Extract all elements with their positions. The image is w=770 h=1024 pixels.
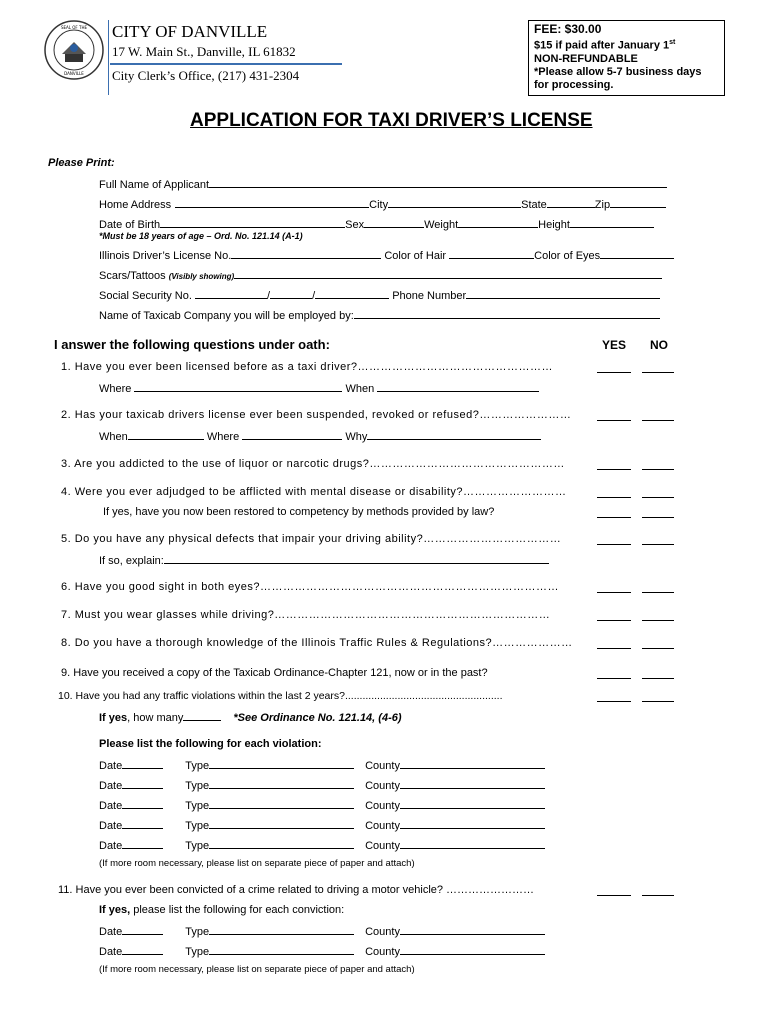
sex-label: Sex xyxy=(345,219,365,231)
q4-sub-yes-field[interactable] xyxy=(597,507,631,518)
type-field[interactable] xyxy=(209,778,354,789)
height-label: Height xyxy=(538,219,570,231)
q7-yes-field[interactable] xyxy=(597,610,631,621)
date-field[interactable] xyxy=(122,924,163,935)
scars-label: Scars/Tattoos xyxy=(99,270,166,282)
county-label: County xyxy=(365,926,400,938)
q1-yes-field[interactable] xyxy=(597,362,631,373)
fee-box xyxy=(528,20,725,96)
violation-row xyxy=(99,758,545,772)
phone-field[interactable] xyxy=(466,288,660,299)
dob-field[interactable] xyxy=(160,217,345,228)
fee-late-sup: st xyxy=(669,39,676,46)
date-field[interactable] xyxy=(122,944,163,955)
city-label: City xyxy=(369,199,389,211)
type-label: Type xyxy=(185,946,210,958)
weight-label: Weight xyxy=(424,219,459,231)
page-title: APPLICATION FOR TAXI DRIVER’S LICENSE xyxy=(190,110,593,131)
type-field[interactable] xyxy=(209,944,354,955)
more-room-note-2: (If more room necessary, please list on separate piece of paper and attach) xyxy=(99,964,415,975)
city-name: CITY OF DANVILLE xyxy=(112,22,268,41)
violation-row xyxy=(99,778,545,792)
ssn-field-2[interactable] xyxy=(270,288,312,299)
question-7: 7. Must you wear glasses while driving?……………………………………………………………… xyxy=(61,609,551,621)
type-field[interactable] xyxy=(209,798,354,809)
scars-note: (Visibly showing) xyxy=(168,272,235,281)
header-rule xyxy=(110,63,342,65)
city-seal-logo xyxy=(44,20,104,80)
question-4: 4. Were you ever adjudged to be afflicted with mental disease or disability?……………………… xyxy=(61,486,567,498)
hair-label: Color of Hair xyxy=(384,250,447,262)
ssn-field-1[interactable] xyxy=(195,288,267,299)
height-field[interactable] xyxy=(570,217,654,228)
q5-explain-field[interactable] xyxy=(164,553,549,564)
q11-ifyes-label: If yes, xyxy=(99,904,131,916)
county-label: County xyxy=(365,800,400,812)
license-no-field[interactable] xyxy=(231,248,381,259)
dob-label: Date of Birth xyxy=(99,219,161,231)
question-1: 1. Have you ever been licensed before as a taxi driver?…………………………………………… xyxy=(61,361,554,373)
conviction-row xyxy=(99,924,545,938)
q10-ifyes-label: If yes xyxy=(99,712,128,724)
county-field[interactable] xyxy=(400,924,545,935)
date-label: Date xyxy=(99,820,123,832)
more-room-note: (If more room necessary, please list on separate piece of paper and attach) xyxy=(99,858,415,869)
svg-text:SEAL OF THE: SEAL OF THE xyxy=(60,25,88,30)
q2-when-field[interactable] xyxy=(128,429,204,440)
q1-no-field[interactable] xyxy=(642,362,674,373)
q1-where-field[interactable] xyxy=(134,381,342,392)
company-field[interactable] xyxy=(354,308,660,319)
question-6: 6. Have you good sight in both eyes?…………………………………………………………………… xyxy=(61,581,560,593)
no-header: NO xyxy=(650,338,668,352)
hair-field[interactable] xyxy=(449,248,534,259)
question-11: 11. Have you ever been convicted of a crime related to driving a motor vehicle? …………………… xyxy=(58,884,535,896)
q2-why-label: Why xyxy=(345,431,368,443)
clerk-office: City Clerk’s Office, (217) 431-2304 xyxy=(112,68,300,83)
q4-yes-field[interactable] xyxy=(597,487,631,498)
q1-when-field[interactable] xyxy=(377,381,539,392)
q10-see-ordinance: *See Ordinance No. 121.14, (4-6) xyxy=(233,712,402,724)
question-8: 8. Do you have a thorough knowledge of the Illinois Traffic Rules & Regulations?………………… xyxy=(61,637,573,649)
q9-yes-field[interactable] xyxy=(597,668,631,679)
q5-no-field[interactable] xyxy=(642,534,674,545)
q2-where-field[interactable] xyxy=(242,429,342,440)
zip-label: Zip xyxy=(594,199,611,211)
type-field[interactable] xyxy=(209,758,354,769)
question-4-sub: If yes, have you now been restored to competency by methods provided by law? xyxy=(103,506,495,518)
q5-explain-label: If so, explain: xyxy=(99,555,164,567)
type-field[interactable] xyxy=(209,818,354,829)
question-5: 5. Do you have any physical defects that impair your driving ability?……………………………… xyxy=(61,533,562,545)
county-label: County xyxy=(365,760,400,772)
q11-yes-field[interactable] xyxy=(597,885,631,896)
weight-field[interactable] xyxy=(458,217,538,228)
full-name-label: Full Name of Applicant xyxy=(99,179,210,191)
scars-field[interactable] xyxy=(234,268,662,279)
yes-header: YES xyxy=(602,338,627,352)
ssn-slash-2: / xyxy=(312,290,316,302)
full-name-field[interactable] xyxy=(209,177,667,188)
q6-no-field[interactable] xyxy=(642,582,674,593)
state-field[interactable] xyxy=(547,197,595,208)
type-label: Type xyxy=(185,820,210,832)
q11-no-field[interactable] xyxy=(642,885,674,896)
county-field[interactable] xyxy=(400,778,545,789)
date-label: Date xyxy=(99,800,123,812)
sex-field[interactable] xyxy=(364,217,424,228)
q10-yes-field[interactable] xyxy=(597,691,631,702)
company-label: Name of Taxicab Company you will be employed by: xyxy=(99,310,354,322)
q3-yes-field[interactable] xyxy=(597,459,631,470)
q2-yes-field[interactable] xyxy=(597,410,631,421)
q2-why-field[interactable] xyxy=(367,429,541,440)
q2-where-label: Where xyxy=(206,431,240,443)
question-10: 10. Have you had any traffic violations within the last 2 years?...................................................... xyxy=(58,690,503,702)
county-field[interactable] xyxy=(400,944,545,955)
date-field[interactable] xyxy=(122,798,163,809)
date-label: Date xyxy=(99,926,123,938)
q8-no-field[interactable] xyxy=(642,638,674,649)
eyes-label: Color of Eyes xyxy=(534,250,601,262)
q10-howmany-label: , how many xyxy=(127,712,184,724)
type-label: Type xyxy=(185,780,210,792)
county-label: County xyxy=(365,820,400,832)
county-field[interactable] xyxy=(400,758,545,769)
eyes-field[interactable] xyxy=(600,248,674,259)
q8-yes-field[interactable] xyxy=(597,638,631,649)
city-field[interactable] xyxy=(388,197,521,208)
fee-processing-1: *Please allow 5-7 business days xyxy=(534,65,702,78)
county-label: County xyxy=(365,840,400,852)
date-field[interactable] xyxy=(122,758,163,769)
violation-row xyxy=(99,798,545,812)
fee-late xyxy=(534,36,719,53)
county-label: County xyxy=(365,946,400,958)
date-label: Date xyxy=(99,946,123,958)
q10-no-field[interactable] xyxy=(642,691,674,702)
date-label: Date xyxy=(99,840,123,852)
type-field[interactable] xyxy=(209,838,354,849)
q1-where-label: Where xyxy=(99,383,132,395)
type-label: Type xyxy=(185,760,210,772)
state-label: State xyxy=(521,199,547,211)
fee-late-text: $15 if paid after January 1 xyxy=(534,39,670,52)
type-label: Type xyxy=(185,800,210,812)
date-field[interactable] xyxy=(122,778,163,789)
date-field[interactable] xyxy=(122,818,163,829)
ssn-field-3[interactable] xyxy=(315,288,389,299)
q9-no-field[interactable] xyxy=(642,668,674,679)
violation-row xyxy=(99,838,545,852)
question-3: 3. Are you addicted to the use of liquor or narcotic drugs?…………………………………………… xyxy=(61,458,565,470)
question-2: 2. Has your taxicab drivers license ever been suspended, revoked or refused?…………………… xyxy=(61,409,572,421)
conviction-row xyxy=(99,944,545,958)
age-note: *Must be 18 years of age – Ord. No. 121.14 (A-1) xyxy=(99,231,303,241)
home-address-label: Home Address xyxy=(99,199,172,211)
date-label: Date xyxy=(99,780,123,792)
fee-nonrefundable: NON-REFUNDABLE xyxy=(534,52,638,65)
fee-processing-2: for processing. xyxy=(534,78,614,91)
q7-no-field[interactable] xyxy=(642,610,674,621)
county-label: County xyxy=(365,780,400,792)
home-address-field[interactable] xyxy=(175,197,369,208)
ssn-label: Social Security No. xyxy=(99,290,192,302)
type-field[interactable] xyxy=(209,924,354,935)
phone-label: Phone Number xyxy=(392,290,467,302)
q4-no-field[interactable] xyxy=(642,487,674,498)
date-label: Date xyxy=(99,760,123,772)
city-address: 17 W. Main St., Danville, IL 61832 xyxy=(112,44,296,59)
fee-amount: FEE: $30.00 xyxy=(534,22,602,36)
q6-yes-field[interactable] xyxy=(597,582,631,593)
type-label: Type xyxy=(185,840,210,852)
q10-howmany-field[interactable] xyxy=(183,710,221,721)
county-field[interactable] xyxy=(400,838,545,849)
county-field[interactable] xyxy=(400,818,545,829)
q2-no-field[interactable] xyxy=(642,410,674,421)
svg-text:DANVILLE: DANVILLE xyxy=(64,71,84,76)
question-9: 9. Have you received a copy of the Taxicab Ordinance-Chapter 121, now or in the past? xyxy=(61,667,488,679)
q11-list-label: please list the following for each conviction: xyxy=(130,904,345,916)
county-field[interactable] xyxy=(400,798,545,809)
q1-when-label: When xyxy=(345,383,375,395)
q3-no-field[interactable] xyxy=(642,459,674,470)
violation-row xyxy=(99,818,545,832)
q10-list-heading: Please list the following for each violation: xyxy=(99,738,322,750)
type-label: Type xyxy=(185,926,210,938)
please-print: Please Print: xyxy=(48,157,115,169)
zip-field[interactable] xyxy=(610,197,666,208)
license-no-label: Illinois Driver’s License No. xyxy=(99,250,232,262)
ssn-slash-1: / xyxy=(267,290,271,302)
oath-heading: I answer the following questions under oath: xyxy=(54,337,330,352)
header-separator xyxy=(108,20,109,95)
q2-when-label: When xyxy=(99,431,128,443)
q5-yes-field[interactable] xyxy=(597,534,631,545)
q4-sub-no-field[interactable] xyxy=(642,507,674,518)
date-field[interactable] xyxy=(122,838,163,849)
